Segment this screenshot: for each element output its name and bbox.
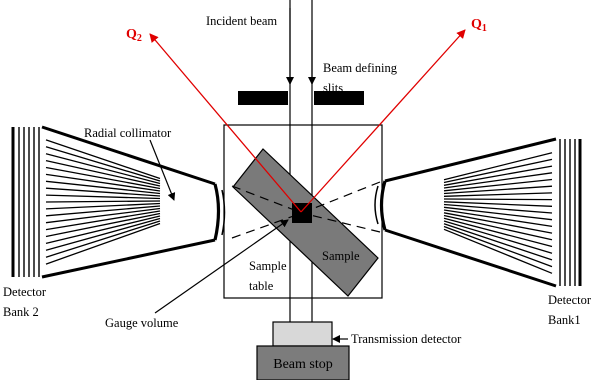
radial-collimator-label: Radial collimator [84, 126, 172, 140]
detector-bank1-label-line1: Detector [548, 293, 592, 307]
beam-defining-slits [238, 91, 364, 105]
detector-bank-2 [13, 127, 39, 277]
collimator-vane [444, 199, 552, 200]
collimator-vane [46, 168, 160, 189]
q1-label: Q1 [471, 17, 487, 34]
collimator-vane [444, 193, 552, 196]
collimator-vane [444, 221, 552, 253]
collimator-vane [46, 154, 160, 184]
radial-collimator-right [375, 139, 556, 286]
incident-beam [290, 0, 312, 322]
detector-bank1-label-line2: Bank1 [548, 313, 581, 327]
detector-bank2-label-line1: Detector [3, 285, 47, 299]
sample-label: Sample [322, 249, 360, 263]
gauge-volume-label: Gauge volume [105, 316, 179, 330]
collimator-vane [46, 219, 160, 251]
q2-label: Q2 [126, 27, 142, 44]
transmission-detector-label: Transmission detector [351, 332, 462, 346]
collimator-vane [46, 214, 160, 237]
sample-table-label-line1: Sample [249, 259, 287, 273]
beam-stop-label: Beam stop [273, 357, 333, 372]
detector-bank-1 [560, 139, 580, 286]
collimator-vane [46, 195, 160, 198]
beam-slits-label-line1: Beam defining [323, 61, 397, 75]
scattering-vectors [150, 30, 465, 212]
incident-beam-label: Incident beam [206, 14, 278, 28]
detector-bank2-label-line2: Bank 2 [3, 305, 39, 319]
transmission-detector [273, 322, 332, 346]
beam-slits-label-line2: slits [323, 81, 344, 95]
radial-collimator-left [42, 127, 225, 277]
collimator-vane [444, 186, 552, 193]
sample-table-label-line2: table [249, 279, 274, 293]
collimator-vane [46, 201, 160, 202]
